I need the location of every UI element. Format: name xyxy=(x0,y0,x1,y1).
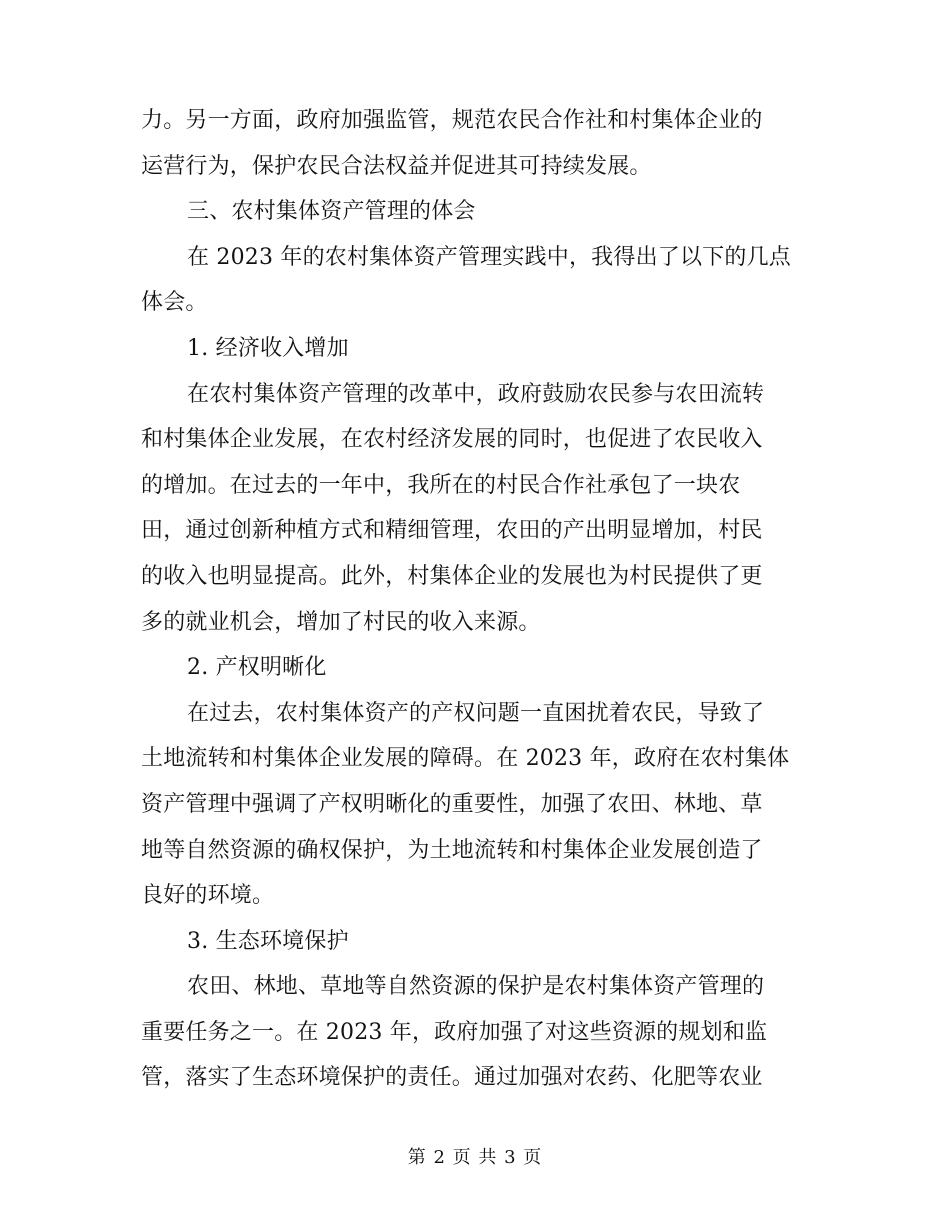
text-line: 在 2023 年的农村集体资产管理实践中，我得出了以下的几点 xyxy=(187,244,791,270)
text-line: 和村集体企业发展，在农村经济发展的同时，也促进了农民收入 xyxy=(141,427,763,453)
text-line: 土地流转和村集体企业发展的障碍。在 2023 年，政府在农村集体 xyxy=(141,746,790,772)
document-body xyxy=(141,98,811,1101)
text-line: 地等自然资源的确权保护，为土地流转和村集体企业发展创造了 xyxy=(141,837,763,863)
subsection-heading: 1. 经济收入增加 xyxy=(187,335,349,361)
page-number-footer: 第 2 页 共 3 页 xyxy=(407,1147,543,1168)
text-line: 的增加。在过去的一年中，我所在的村民合作社承包了一块农 xyxy=(141,472,741,498)
text-line: 在过去，农村集体资产的产权问题一直困扰着农民，导致了 xyxy=(187,700,765,726)
text-line: 力。另一方面，政府加强监管，规范农民合作社和村集体企业的 xyxy=(141,108,763,133)
subsection-heading: 2. 产权明晰化 xyxy=(187,655,327,681)
text-line: 资产管理中强调了产权明晰化的重要性，加强了农田、林地、草 xyxy=(141,791,763,817)
text-line: 运营行为，保护农民合法权益并促进其可持续发展。 xyxy=(141,153,652,179)
text-line: 重要任务之一。在 2023 年，政府加强了对这些资源的规划和监 xyxy=(141,1019,768,1045)
text-line: 良好的环境。 xyxy=(141,883,275,909)
text-line: 田，通过创新种植方式和精细管理，农田的产出明显增加，村民 xyxy=(141,518,763,544)
text-line: 农田、林地、草地等自然资源的保护是农村集体资产管理的 xyxy=(187,974,765,1000)
subsection-heading: 3. 生态环境保护 xyxy=(187,928,349,954)
text-line: 在农村集体资产管理的改革中，政府鼓励农民参与农田流转 xyxy=(187,381,765,407)
text-line: 多的就业机会，增加了村民的收入来源。 xyxy=(141,609,541,635)
text-line: 的收入也明显提高。此外，村集体企业的发展也为村民提供了更 xyxy=(141,563,763,589)
section-heading: 三、农村集体资产管理的体会 xyxy=(187,199,476,225)
text-line: 体会。 xyxy=(141,290,208,316)
text-line: 管，落实了生态环境保护的责任。通过加强对农药、化肥等农业 xyxy=(141,1065,763,1091)
